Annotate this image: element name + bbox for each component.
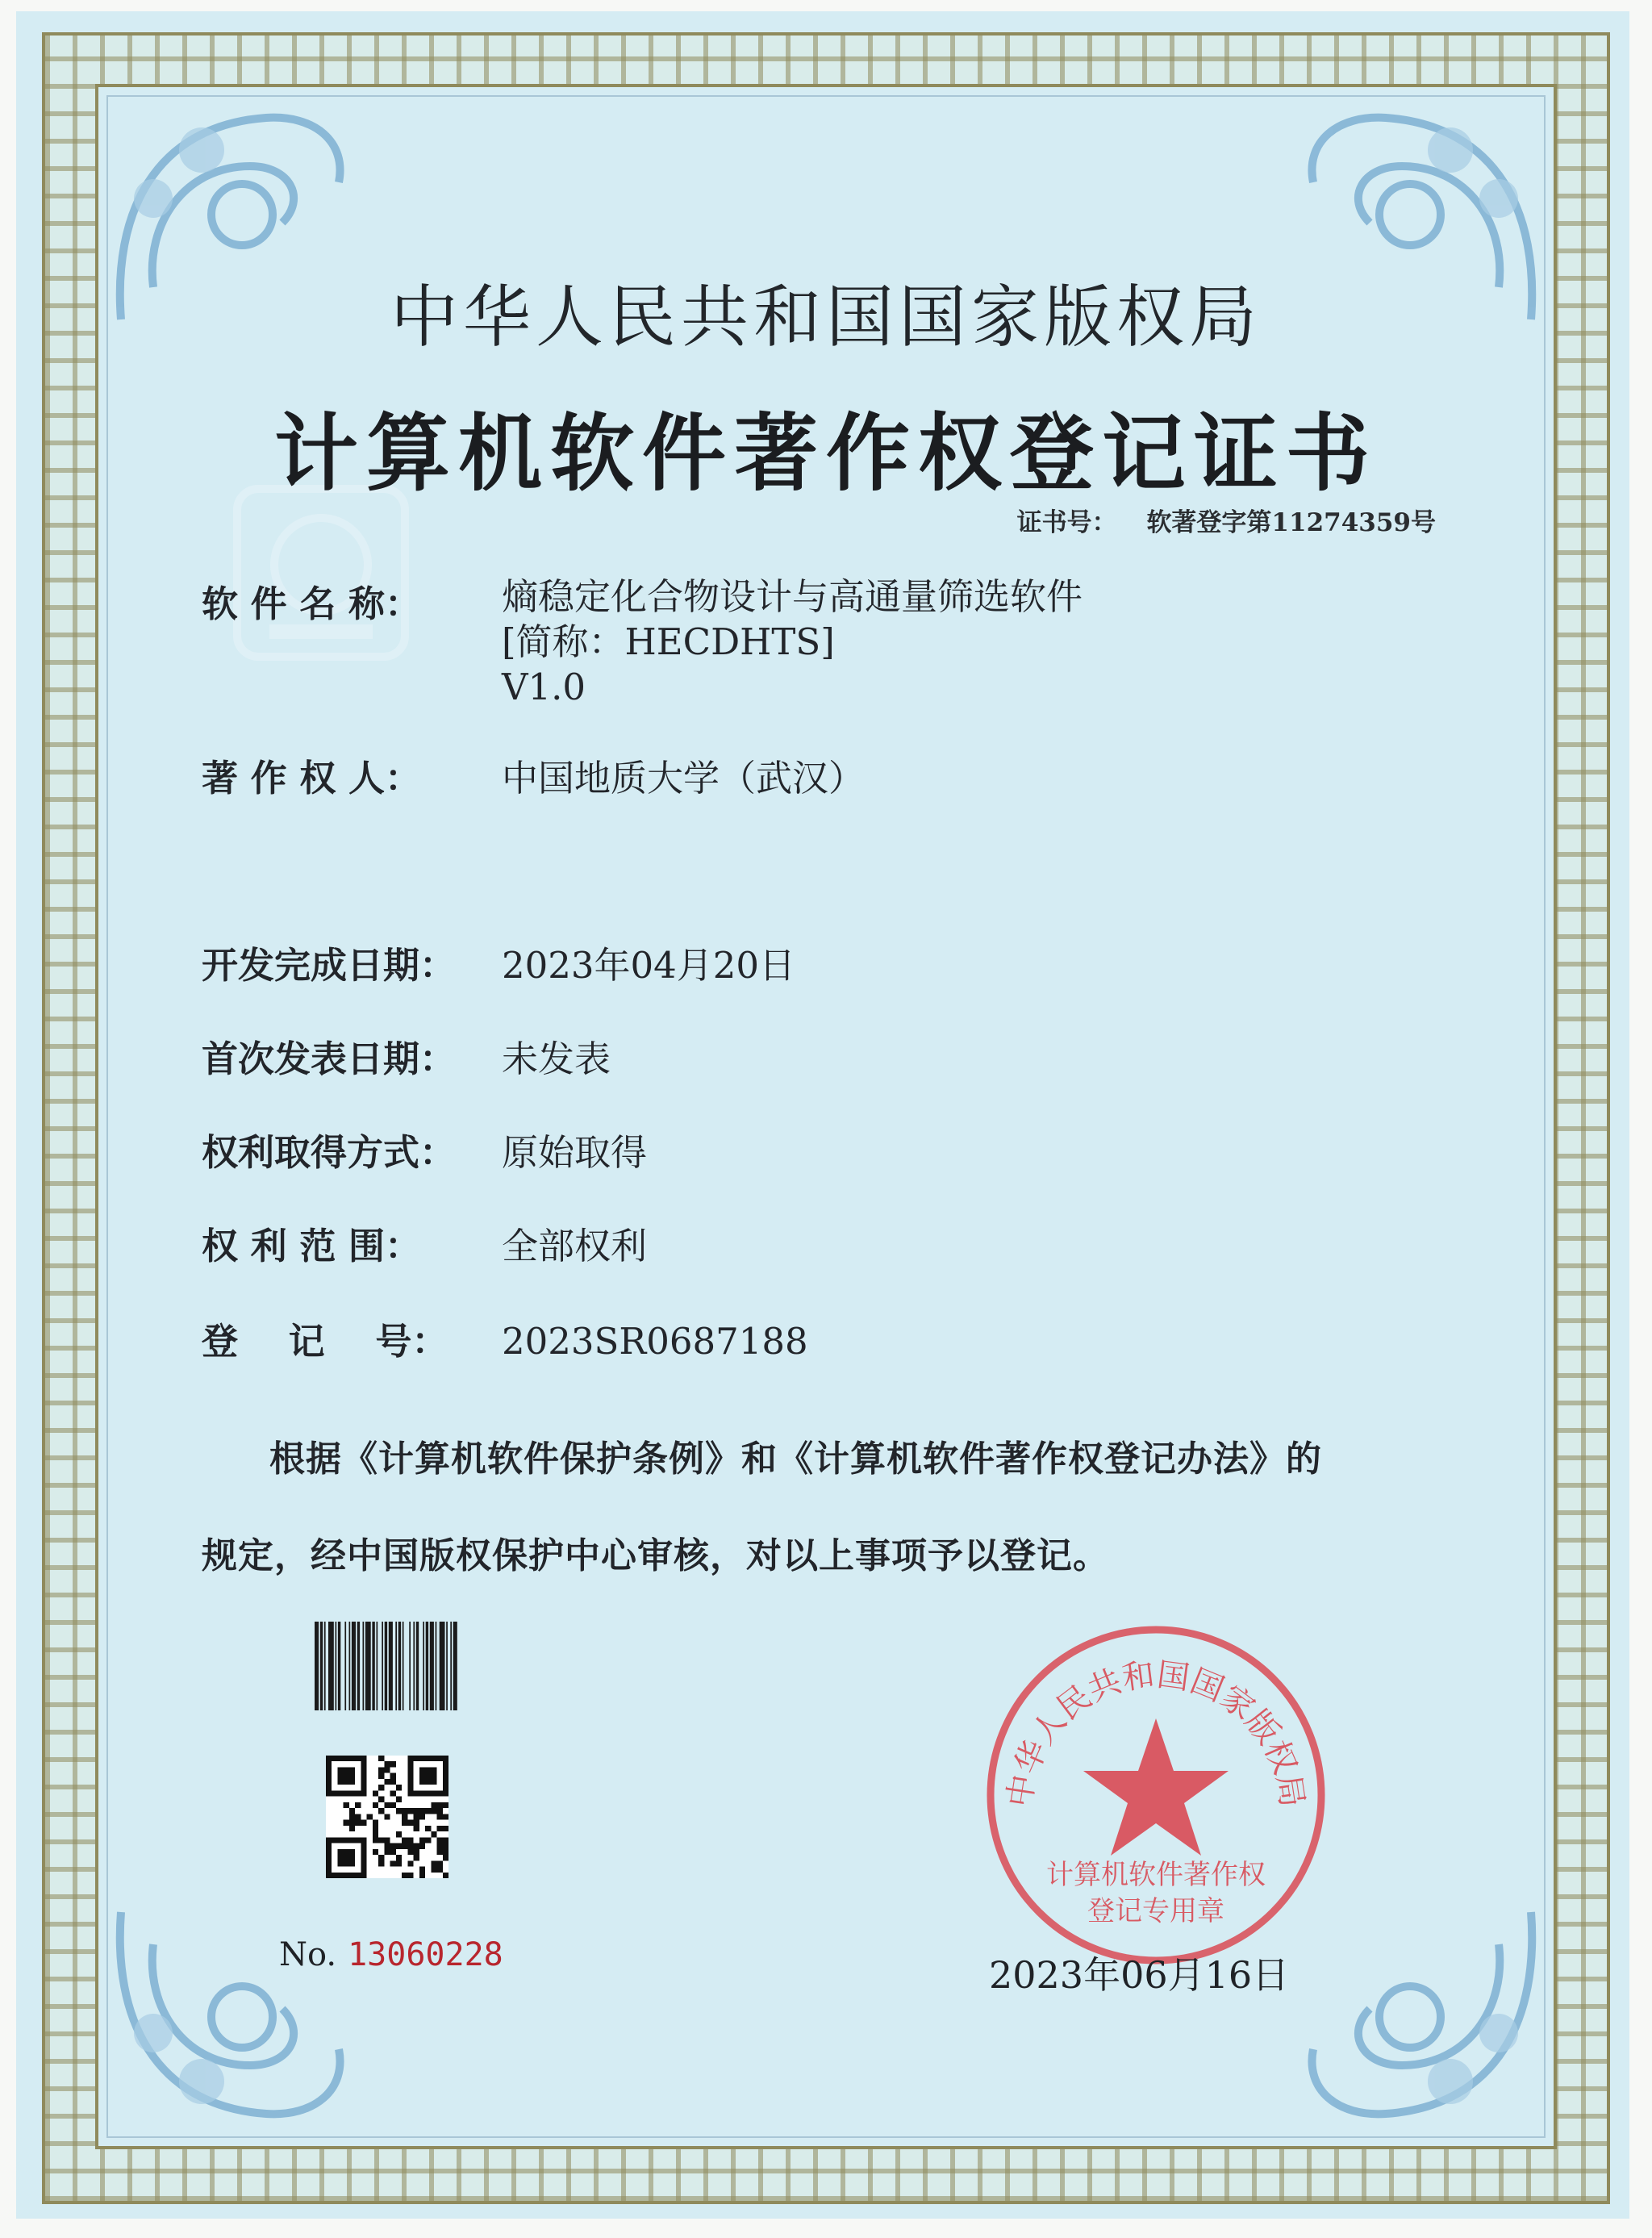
qr-module xyxy=(431,1867,436,1873)
barcode-bar xyxy=(320,1622,323,1710)
registration-number-value: 2023SR0687188 xyxy=(502,1320,808,1363)
qr-code xyxy=(326,1756,448,1878)
barcode-bar xyxy=(430,1622,434,1710)
completion-date-label: 开发完成日期： xyxy=(202,944,457,987)
barcode-bar xyxy=(352,1622,356,1710)
qr-module xyxy=(443,1826,448,1831)
qr-module xyxy=(402,1873,407,1878)
qr-module xyxy=(378,1808,384,1814)
issue-date: 2023年06月16日 xyxy=(989,1953,1290,1997)
copyright-owner-label: 著 作 权 人： xyxy=(202,757,421,800)
qr-module xyxy=(425,1826,431,1831)
acquisition-method-label: 权利取得方式： xyxy=(202,1131,457,1174)
qr-module xyxy=(378,1837,384,1843)
official-seal xyxy=(982,1622,1329,1969)
barcode-bar xyxy=(336,1622,337,1710)
qr-module xyxy=(437,1814,443,1819)
first-publication-label: 首次发表日期： xyxy=(202,1038,457,1080)
barcode-bar xyxy=(377,1622,378,1710)
corner-ornament-bottom-left xyxy=(105,1896,363,2138)
acquisition-method-row xyxy=(202,1123,647,1175)
barcode-bar xyxy=(349,1622,351,1710)
qr-module xyxy=(402,1814,407,1819)
qr-module xyxy=(419,1837,425,1843)
qr-module xyxy=(419,1808,425,1814)
qr-module xyxy=(407,1837,413,1843)
barcode-bar xyxy=(382,1622,383,1710)
barcode-bar xyxy=(413,1622,415,1710)
rights-scope-value: 全部权利 xyxy=(502,1225,648,1267)
qr-module xyxy=(437,1826,443,1831)
qr-module xyxy=(384,1779,390,1785)
qr-module xyxy=(373,1837,378,1843)
completion-date-value: 2023年04月20日 xyxy=(502,944,796,987)
qr-module xyxy=(384,1761,390,1767)
qr-module xyxy=(390,1773,396,1779)
barcode-bar xyxy=(436,1622,437,1710)
qr-module xyxy=(390,1849,396,1855)
qr-module xyxy=(378,1756,384,1761)
qr-module xyxy=(443,1873,448,1878)
qr-module xyxy=(384,1843,390,1849)
qr-module xyxy=(407,1820,413,1826)
qr-module xyxy=(390,1779,396,1785)
qr-module xyxy=(407,1849,413,1855)
qr-module xyxy=(443,1802,448,1808)
qr-module xyxy=(373,1826,378,1831)
software-name-label: 软 件 名 称： xyxy=(202,582,421,625)
completion-date-row xyxy=(202,936,795,988)
qr-module xyxy=(443,1814,448,1819)
qr-module xyxy=(414,1826,419,1831)
qr-module xyxy=(414,1843,419,1849)
qr-module xyxy=(402,1843,407,1849)
barcode-bar xyxy=(338,1622,340,1710)
barcode-bar xyxy=(446,1622,448,1710)
barcode-bar xyxy=(324,1622,326,1710)
qr-module xyxy=(373,1831,378,1837)
statement-line-2: 规定，经中国版权保护中心审核，对以上事项予以登记。 xyxy=(202,1535,1109,1576)
qr-module xyxy=(419,1867,425,1873)
barcode-bar xyxy=(450,1622,452,1710)
qr-module xyxy=(437,1802,443,1808)
qr-module xyxy=(414,1808,419,1814)
qr-module xyxy=(378,1797,384,1802)
qr-module xyxy=(390,1790,396,1796)
rights-scope-row xyxy=(202,1217,647,1269)
certificate-title: 计算机软件著作权登记证书 xyxy=(273,403,1378,503)
qr-module xyxy=(407,1873,413,1878)
qr-module xyxy=(407,1860,413,1866)
qr-module xyxy=(425,1808,431,1814)
certificate-number-label: 证书号： xyxy=(1016,508,1117,537)
seal-inner-line-1: 计算机软件著作权 xyxy=(1046,1859,1266,1891)
rights-scope-label: 权 利 范 围： xyxy=(202,1225,421,1267)
qr-module xyxy=(384,1849,390,1855)
first-publication-row xyxy=(202,1029,611,1082)
qr-module xyxy=(437,1867,443,1873)
qr-module xyxy=(414,1820,419,1826)
seal-inner-line-2: 登记专用章 xyxy=(1087,1895,1224,1927)
qr-module xyxy=(390,1843,396,1849)
first-publication-value: 未发表 xyxy=(502,1038,611,1080)
qr-module xyxy=(425,1837,431,1843)
qr-module xyxy=(419,1843,425,1849)
qr-module xyxy=(443,1855,448,1860)
copyright-owner-row xyxy=(202,749,865,801)
qr-module xyxy=(355,1802,361,1808)
qr-module xyxy=(361,1820,366,1826)
qr-module xyxy=(384,1837,390,1843)
barcode-bar xyxy=(453,1622,457,1710)
qr-module xyxy=(437,1837,443,1843)
registration-number-row xyxy=(202,1312,808,1364)
qr-module xyxy=(396,1860,402,1866)
barcode-bar xyxy=(440,1622,445,1710)
software-short-name: [简称：HECDHTS] xyxy=(502,620,835,663)
serial-number-value: 13060228 xyxy=(348,1936,503,1973)
qr-module xyxy=(373,1820,378,1826)
barcode-bar xyxy=(315,1622,319,1710)
qr-module xyxy=(431,1860,436,1866)
qr-module xyxy=(443,1849,448,1855)
qr-module xyxy=(431,1802,436,1808)
serial-prefix: No. xyxy=(279,1936,337,1973)
software-name-row xyxy=(202,574,502,627)
barcode-bar xyxy=(363,1622,365,1710)
qr-module xyxy=(390,1860,396,1866)
watermark-emblem xyxy=(229,481,413,665)
statement-line-1: 根据《计算机软件保护条例》和《计算机软件著作权登记办法》的 xyxy=(269,1438,1322,1480)
qr-module xyxy=(437,1808,443,1814)
seal-outer-text: 中华人民共和国国家版权局 xyxy=(1001,1656,1311,1810)
qr-module xyxy=(396,1785,402,1790)
qr-module xyxy=(414,1849,419,1855)
qr-module xyxy=(407,1808,413,1814)
qr-module xyxy=(349,1820,355,1826)
qr-module xyxy=(384,1767,390,1772)
qr-module xyxy=(437,1843,443,1849)
qr-module xyxy=(384,1814,390,1819)
certificate-number-value: 软著登字第11274359号 xyxy=(1146,508,1436,537)
qr-module xyxy=(396,1831,402,1837)
qr-module xyxy=(378,1767,384,1772)
qr-module xyxy=(373,1802,378,1808)
qr-module xyxy=(355,1814,361,1819)
qr-module xyxy=(373,1790,378,1796)
barcode-bar xyxy=(403,1622,404,1710)
qr-module xyxy=(344,1802,349,1808)
qr-module xyxy=(419,1873,425,1878)
copyright-owner-value: 中国地质大学（武汉） xyxy=(502,757,866,800)
qr-module xyxy=(337,1767,355,1785)
qr-module xyxy=(396,1808,402,1814)
qr-module xyxy=(437,1860,443,1866)
barcode-bar xyxy=(357,1622,360,1710)
qr-module xyxy=(407,1843,413,1849)
qr-module xyxy=(414,1855,419,1860)
registration-number-label: 登 记 号： xyxy=(202,1320,448,1363)
software-name-value: 熵稳定化合物设计与高通量筛选软件 xyxy=(502,575,1083,618)
qr-module xyxy=(443,1843,448,1849)
barcode-bar xyxy=(426,1622,428,1710)
acquisition-method-value: 原始取得 xyxy=(502,1131,648,1174)
qr-module xyxy=(419,1814,425,1819)
qr-module xyxy=(402,1820,407,1826)
qr-module xyxy=(378,1855,384,1860)
barcode-bar xyxy=(328,1622,334,1710)
barcode-bar xyxy=(416,1622,419,1710)
qr-module xyxy=(355,1820,361,1826)
qr-module xyxy=(337,1849,355,1867)
qr-module xyxy=(431,1808,436,1814)
qr-module xyxy=(402,1837,407,1843)
qr-module xyxy=(390,1761,396,1767)
qr-module xyxy=(378,1785,384,1790)
barcode-bar xyxy=(389,1622,393,1710)
qr-module xyxy=(384,1802,390,1808)
barcode-bar xyxy=(365,1622,371,1710)
qr-module xyxy=(349,1826,355,1831)
barcode-bar xyxy=(385,1622,387,1710)
certificate-number xyxy=(1017,502,1436,538)
qr-module xyxy=(390,1802,396,1808)
issuing-authority: 中华人民共和国国家版权局 xyxy=(390,278,1262,357)
software-version: V1.0 xyxy=(502,666,586,708)
barcode-bar xyxy=(398,1622,401,1710)
qr-module xyxy=(437,1849,443,1855)
qr-module xyxy=(443,1837,448,1843)
qr-module xyxy=(396,1855,402,1860)
software-name-values xyxy=(502,574,1083,710)
qr-module xyxy=(378,1773,384,1779)
seal-star-icon xyxy=(1083,1718,1229,1856)
barcode-bar xyxy=(395,1622,397,1710)
barcode-bar xyxy=(409,1622,411,1710)
barcode-bar xyxy=(372,1622,374,1710)
qr-module xyxy=(414,1814,419,1819)
serial-number xyxy=(279,1936,503,1973)
qr-module xyxy=(396,1797,402,1802)
barcode-bar xyxy=(344,1622,346,1710)
qr-module xyxy=(402,1808,407,1814)
qr-module xyxy=(367,1814,373,1819)
qr-module xyxy=(396,1843,402,1849)
qr-module xyxy=(349,1808,355,1814)
qr-module xyxy=(373,1849,378,1855)
qr-module xyxy=(344,1820,349,1826)
barcode-bar xyxy=(423,1622,424,1710)
qr-module xyxy=(378,1860,384,1866)
barcode xyxy=(315,1622,550,1710)
qr-module xyxy=(431,1831,436,1837)
qr-module xyxy=(419,1767,437,1785)
qr-module xyxy=(349,1814,355,1819)
